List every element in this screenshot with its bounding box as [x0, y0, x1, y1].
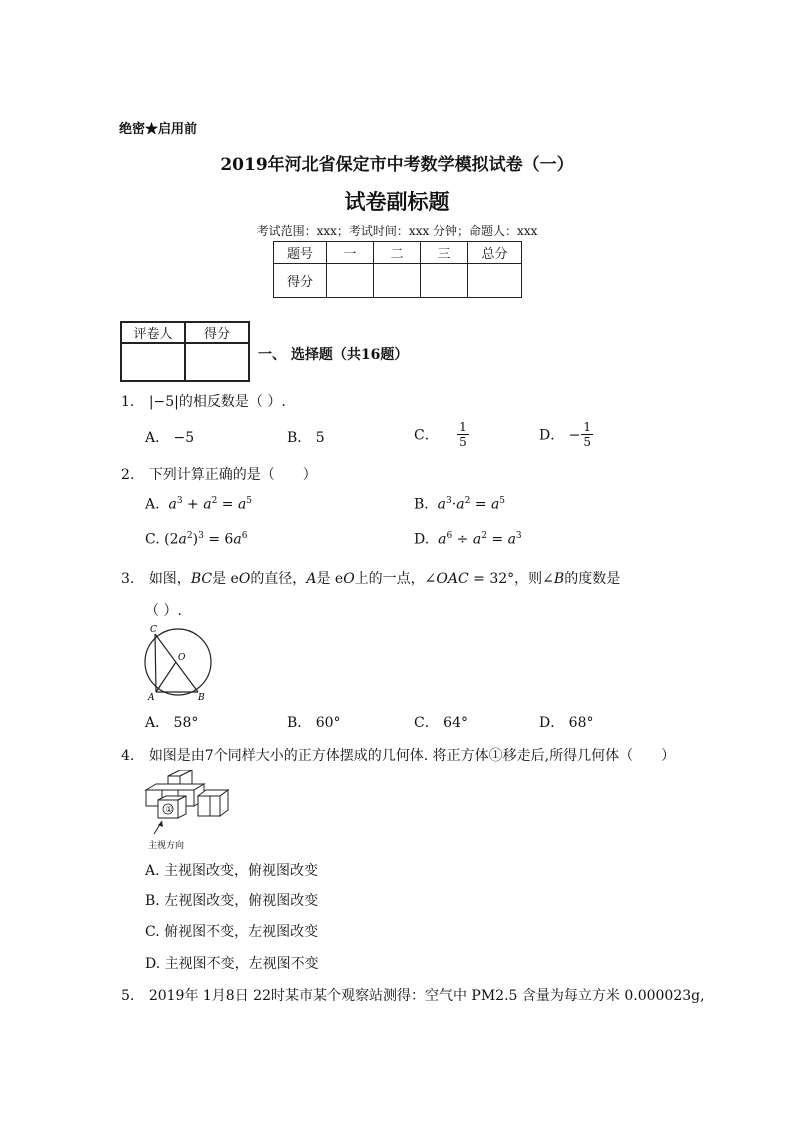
confidential-label: 绝密★启用前: [119, 122, 198, 137]
question-4: [121, 745, 675, 765]
section-title: 一、 选择题（共16题）: [258, 347, 409, 363]
question-stem: 的相反数是（ ）.: [178, 394, 286, 410]
label-o: O: [178, 653, 186, 663]
score-cell: [421, 264, 468, 298]
score-header: 三: [421, 242, 468, 264]
score-table: [273, 241, 522, 298]
option-b: B． 5: [287, 430, 325, 446]
question-5: [121, 985, 705, 1005]
question-number: 3.: [121, 571, 135, 587]
exam-info: 考试范围：xxx；考试时间：xxx 分钟；命题人：xxx: [256, 224, 538, 238]
question-1: [121, 391, 286, 411]
label-c: C: [150, 625, 157, 635]
option-a: A． −5: [145, 430, 195, 446]
exam-subtitle: 试卷副标题: [344, 189, 450, 214]
option-a: A． 58°: [145, 715, 199, 731]
option-c: C． $\frac{1}{5}$: [414, 420, 467, 449]
question-number: 5.: [121, 988, 135, 1004]
option-a: A. 主视图改变，俯视图改变: [145, 863, 319, 879]
question-stem-line2: （ ）.: [145, 603, 182, 619]
cubes-figure: [140, 770, 240, 852]
label-b: B: [198, 693, 205, 702]
score-header: 总分: [468, 242, 522, 264]
option-b: B． 60°: [287, 715, 341, 731]
question-stem: 如图是由7个同样大小的正方体摆成的几何体. 将正方体①移走后,所得几何体（ ）: [148, 748, 676, 764]
exam-title: 2019年河北省保定市中考数学模拟试卷（一）: [220, 155, 574, 175]
question-number: 2.: [121, 467, 135, 483]
option-d: D． − $\frac{1}{5}$: [539, 420, 592, 449]
grader-cell: [121, 343, 185, 381]
grader-header: 得分: [185, 322, 249, 343]
grader-cell: [185, 343, 249, 381]
option-c: C． 64°: [414, 715, 468, 731]
score-header: 一: [327, 242, 374, 264]
score-cell: [374, 264, 421, 298]
question-2: [121, 464, 317, 484]
cube-label: ①: [165, 805, 173, 814]
question-stem: 2019年 1月8日 22时某市某个观察站测得：空气中 PM2.5 含量为每立方米 0.000023g,: [148, 988, 705, 1004]
option-b: B. 左视图改变，俯视图改变: [145, 893, 319, 909]
score-cell: [327, 264, 374, 298]
grader-header: 评卷人: [121, 322, 185, 343]
option-d: D. 主视图不变，左视图不变: [145, 956, 319, 972]
label-a: A: [148, 693, 155, 702]
score-row-label: 得分: [274, 264, 327, 298]
question-3: 3. 如图，BC是 eO的直径，A是 eO上的一点，∠OAC = 32°，则∠B的度数是: [121, 571, 621, 587]
question-stem: 下列计算正确的是（ ）: [148, 467, 317, 483]
score-header: 二: [374, 242, 421, 264]
option-c: C. 俯视图不变，左视图改变: [145, 924, 319, 940]
score-cell: [468, 264, 522, 298]
grader-table: [120, 321, 250, 382]
circle-figure: [140, 622, 220, 702]
option-d: D. $a^6 \div a^2 = a^3$: [414, 531, 522, 548]
score-header: 题号: [274, 242, 327, 264]
question-number: 4.: [121, 748, 135, 764]
question-expr: |−5|: [148, 394, 179, 410]
view-direction-label: 主视方向: [148, 841, 185, 851]
question-number: 1.: [121, 394, 135, 410]
option-d: D． 68°: [539, 715, 594, 731]
option-b: B. $a^3\cdot a^2 = a^5$: [414, 496, 506, 513]
option-c: C. $(2a^2)^3 = 6a^6$: [145, 531, 248, 548]
option-a: A. $a^3 + a^2 = a^5$: [145, 496, 253, 513]
